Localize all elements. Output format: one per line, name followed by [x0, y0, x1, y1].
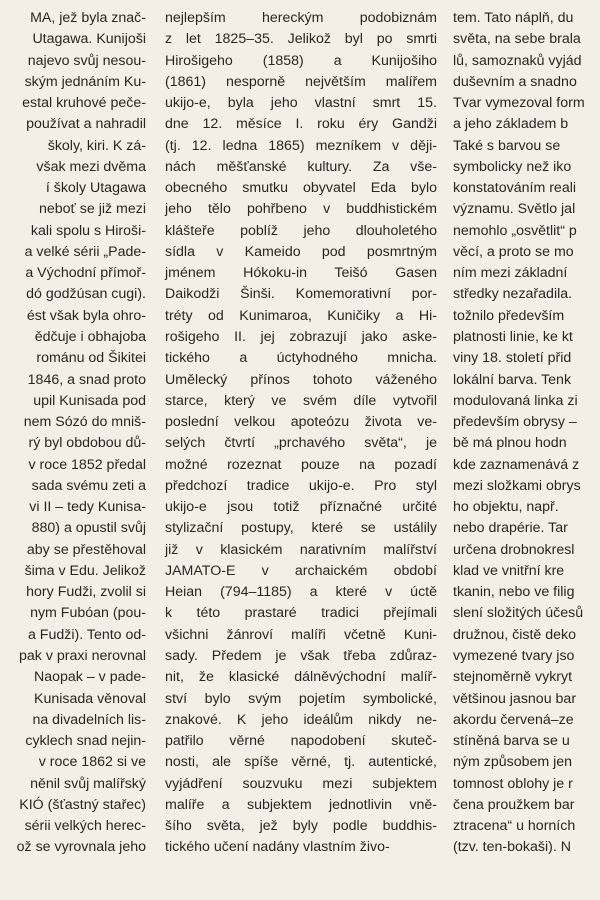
text-line: klášteře poblíž jeho dlouholetého [165, 222, 437, 239]
text-line: nemohlo „osvětlit“ p [453, 222, 577, 239]
text-line: používat a nahradil [26, 116, 146, 133]
text-line: dó godžúsan cugi). [26, 286, 146, 303]
text-line: patřilo věrné napodobení skuteč- [165, 733, 437, 750]
text-line: upil Kunisada pod [33, 392, 146, 409]
text-line: z let 1825–35. Jelikož byl po smrti [165, 31, 437, 48]
text-line: sérii velkých herec- [24, 818, 146, 835]
text-line: rý byl obdobou dů- [28, 435, 146, 452]
text-line: estal kruhové peče- [22, 95, 146, 112]
text-line: čena proužkem bar [453, 796, 575, 813]
text-line: obecného smutku obyvatel Eda bylo [165, 180, 437, 197]
text-line: Daikodži Šinši. Komemorativní por- [165, 286, 437, 303]
text-line: í školy Utagawa [45, 180, 146, 197]
text-line: Umělecký přínos tohoto váženého [165, 371, 437, 388]
text-line: nem Sózó do mniš- [23, 414, 146, 431]
text-line: (tj. 12. ledna 1865) mezníkem v ději- [165, 137, 437, 154]
text-line: Hirošigeho (1858) a Kunijošiho [165, 52, 437, 69]
text-line: najevo svůj nesou- [27, 52, 146, 69]
text-line: a Fudži). Tento od- [27, 626, 146, 643]
text-line: JAMATO-E v archaickém období [165, 562, 437, 579]
text-line: ství bylo svým pojetím symbolické, [165, 690, 437, 707]
text-line: ským jednáním Ku- [24, 73, 146, 90]
text-line: selých čtvrtí „prchavého světa“, je [165, 435, 437, 452]
text-line: již v klasickém narativním malířství [165, 541, 437, 558]
text-line: tického a úctyhodného mnicha. [165, 350, 437, 367]
text-line: ukijo-e, byla jeho vlastní smrt 15. [165, 95, 437, 112]
text-line: jeho tělo pohřbeno v buddhistickém [165, 201, 437, 218]
text-line: MA, jež byla znač- [30, 10, 146, 26]
text-line: lokální barva. Tenk [453, 371, 572, 388]
text-line: sady. Předem je však třeba zdůraz- [165, 647, 437, 664]
text-line: možné rozeznat pouze na pozadí [165, 456, 437, 473]
text-line: lů, samoznaků vyjád [453, 52, 582, 69]
text-line: starce, který ve svém díle vytvořil [165, 392, 437, 409]
text-line: cyklech snad nejin- [25, 733, 146, 750]
text-line: tem. Tato náplň, du [453, 10, 574, 26]
text-line: jménem Hókoku-in Teišó Gasen [165, 265, 437, 282]
text-line: 1846, a snad proto [27, 371, 146, 388]
text-line: Heian (794–1185) a které v úctě [165, 584, 437, 601]
text-line: ho objektu, např. [453, 499, 559, 516]
text-line: Také s barvou se [453, 137, 561, 154]
text-line: dne 12. měsíce I. roku éry Gandži [165, 116, 437, 133]
text-line: na divadelních lis- [32, 711, 146, 728]
text-line: stejnoměrně vykryt [453, 669, 573, 686]
text-line: nym Fubóan (pou- [30, 605, 146, 622]
text-line: tréty od Kunimaroa, Kuničiky a Hi- [165, 307, 437, 324]
text-line: nosti, ale spíše věrné, tj. autentické, [165, 754, 437, 771]
text-line: rošigeho II. jej zobrazují jako aske- [165, 328, 437, 345]
text-line: 880) a opustil svůj [31, 520, 146, 537]
text-line: platnosti linie, ke kt [453, 328, 573, 345]
text-line: v roce 1862 si ve [38, 754, 146, 771]
text-line: sada svému zeti a [31, 477, 146, 494]
text-line: vi II – tedy Kunisa- [29, 499, 146, 516]
text-column-middle [165, 8, 437, 859]
text-line: k této prastaré tradici přejímali [165, 605, 437, 622]
text-line: vymezené tvary jso [453, 647, 575, 664]
text-line: však mezi dvěma [36, 158, 146, 175]
text-line: nebo drapérie. Tar [453, 520, 568, 537]
text-line: mezi složkami obrys [453, 477, 581, 494]
text-line: kali spolu s Hiroši- [30, 222, 146, 239]
text-line: pak v praxi nerovnal [19, 647, 146, 664]
text-line: konstatováním reali [453, 180, 577, 197]
text-line: ným způsobem jen [453, 754, 573, 771]
text-line: nách měšťanské kultury. Za vše- [165, 158, 437, 175]
text-line: nejlepším hereckým podobiznám [165, 10, 437, 26]
text-line: středky nezařadila. [453, 286, 573, 303]
text-line: významu. Světlo jal [453, 201, 576, 218]
text-line: neboť se již mezi [38, 201, 146, 218]
text-line: družnou, čistě deko [453, 626, 577, 643]
text-line: stylizační postupy, které se ustálily [165, 520, 437, 537]
text-line: hory Fudži, zvolil si [26, 584, 146, 601]
text-line: Naopak – v pade- [34, 669, 146, 686]
text-line: aby se přestěhoval [26, 541, 146, 558]
text-line: bě má plnou hodn [453, 435, 567, 452]
text-line: tického učení nadány vlastním živo- [165, 839, 390, 856]
text-line: modulovaná linka zi [453, 392, 578, 409]
text-line: ukijo-e jsou totiž příznačné určité [165, 499, 437, 516]
text-line: ním mezi základní [453, 265, 568, 282]
text-line: a velké sérii „Pade- [24, 243, 146, 260]
text-line: znakové. K jeho ideálům nikdy ne- [165, 711, 437, 728]
text-line: a jeho základem b [453, 116, 569, 133]
text-line: v roce 1852 předal [28, 456, 146, 473]
text-line: ést však byla ohro- [26, 307, 146, 324]
text-line: ědčuje i obhajoba [34, 328, 146, 345]
text-line: románu od Šikitei [36, 350, 146, 367]
text-line: předchozí tradice ukijo-e. Pro styl [165, 477, 437, 494]
text-line: symbolicky než iko [453, 158, 572, 175]
text-line: Kunisada věnoval [33, 690, 146, 707]
text-line: poslední velkou apoteózu života ve- [165, 414, 437, 431]
text-line: především obrysy – [453, 414, 577, 431]
text-line: něnil svůj malířský [30, 775, 146, 792]
text-line: stíněná barva se u [453, 733, 570, 750]
text-line: Utagawa. Kunijoši [32, 31, 146, 48]
text-line: všichni žánroví malíři včetně Kuni- [165, 626, 437, 643]
text-line: nit, že klasické dálněvýchodní malíř- [165, 669, 437, 686]
text-line: slení složitých účesů [453, 605, 584, 622]
text-line: většinou jasnou bar [453, 690, 577, 707]
text-line: tožnilo především [453, 307, 565, 324]
text-line: ztracena“ u horních [453, 818, 576, 835]
text-line: věcí, a proto se mo [453, 243, 574, 260]
text-line: tkanin, nebo ve filig [453, 584, 575, 601]
text-line: malíře a subjektem jednotlivin vně- [165, 796, 437, 813]
text-line: světa, na sebe brala [453, 31, 581, 48]
text-line: sídla v Kameido pod posmrtným [165, 243, 437, 260]
text-line: určena drobnokresl [453, 541, 575, 558]
text-line: (tzv. ten-bokaši). N [453, 839, 571, 856]
text-line: šima v Edu. Jelikož [24, 562, 146, 579]
text-line: tomnost oblohy je r [453, 775, 573, 792]
text-line: Tvar vymezoval form [453, 95, 585, 112]
text-line: viny 18. století přid [453, 350, 572, 367]
text-line: KIÓ (šťastný stařec) [19, 796, 146, 813]
text-line: kde zaznamenává z [453, 456, 580, 473]
text-line: akordu červená–ze [453, 711, 574, 728]
text-line: ož se vyrovnala jeho [16, 839, 146, 856]
text-line: vyjádření souzvuku mezi subjektem [165, 775, 437, 792]
text-line: a Východní přímoř- [25, 265, 146, 282]
text-column-right [453, 8, 600, 859]
text-line: školy, kiri. K zá- [47, 137, 146, 154]
text-column-left [0, 8, 146, 859]
text-line: duševním a snadno [453, 73, 577, 90]
text-line: klad ve vnitřní kre [453, 562, 565, 579]
text-line: šího světa, jež byly podle buddhis- [165, 818, 437, 835]
text-line: (1861) nesporně největším malířem [165, 73, 437, 90]
